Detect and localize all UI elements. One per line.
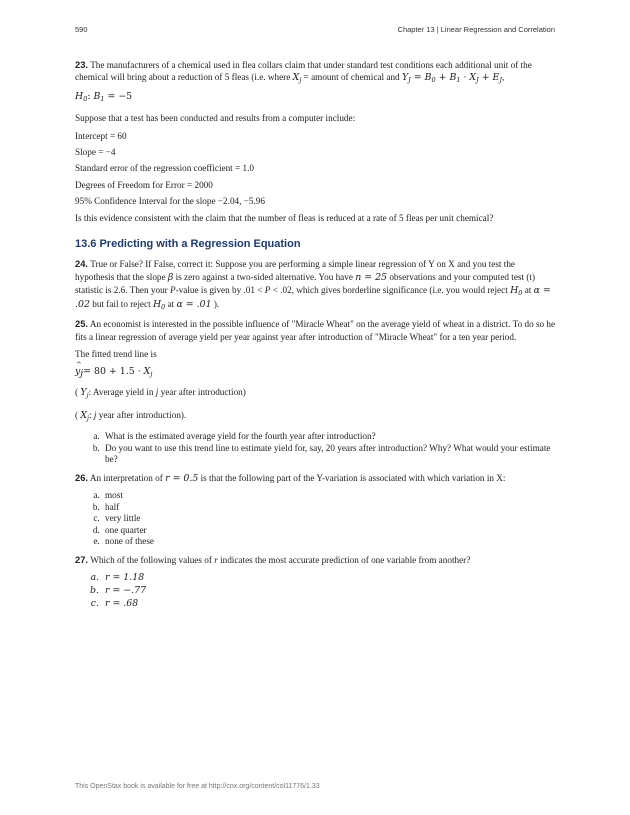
q26-option-e: e. none of these xyxy=(102,536,556,548)
q25-trend-intro: The fitted trend line is xyxy=(75,348,157,359)
q25-subquestions xyxy=(75,431,556,466)
q26-number: 26. xyxy=(75,471,89,483)
q23-h0: $H_0$: $B_1 = -5$ xyxy=(75,90,133,103)
q25-formula: y ^ $_j= 80 + 1.5 \cdot X_j$ xyxy=(75,360,153,379)
q24-number: 24. xyxy=(75,258,89,270)
page-content xyxy=(75,59,556,614)
q26-text: 26. An interpretation of r = 0.5 is that the following part of the Y-variation is associated with which variation in X: xyxy=(75,471,506,484)
footer-text: This OpenStax book is available for free at http://cnx.org/content/col11776/1.33 xyxy=(75,783,320,790)
q23-text: 23. The manufacturers of a chemical used in flea collars claim that under standard test conditions each additional unit of the chemical will bring about a reduction of 5 fleas (i.e. where $X_j$ = amount of chemical and $Y_J = B_0 + B_1 \cdot X_J + E_J$, xyxy=(75,59,532,85)
q23-result-slope: Slope = −4 xyxy=(75,147,116,158)
q25-sub-b: b. Do you want to use this trend line to estimate yield for, say, 20 years after introduction? Why? What would your estimate be? xyxy=(102,443,556,466)
q24-text: 24. True or False? If False, correct it: Suppose you are performing a simple linear regression of Y on X and you test the hypothesis that the slope β is zero against a two-sided alternative. You have n = 25 observations and your computed test (t) statistic is 2.6. Then your P-value is given by .01 < P < .02, which gives borderline significance (i.e. you would reject $H_0$ at α = .02 but fail to reject $H_0$ at α = .01 ). xyxy=(75,258,551,311)
q23-result-intercept: Intercept = 60 xyxy=(75,130,127,141)
q26-options xyxy=(75,490,556,548)
q23-number: 23. xyxy=(75,59,89,70)
q25-text: 25. An economist is interested in the possible influence of "Miracle Wheat" on the average yield of wheat in a district. To do so he fits a linear regression of average yield per year against year after introduction of "Miracle Wheat" for a ten year period. xyxy=(75,318,556,342)
q23-intro: Suppose that a test has been conducted and results from a computer include: xyxy=(75,113,356,124)
q27-options xyxy=(75,571,556,611)
q27-option-c: c. r = .68 xyxy=(102,597,556,610)
q25-y-desc: ( $Y_j$: Average yield in j year after introduction) xyxy=(75,387,246,400)
q25-number: 25. xyxy=(75,318,89,330)
q27-option-b: b. r = −.77 xyxy=(102,584,556,597)
q26-option-a: a. most xyxy=(102,490,556,502)
q23-result-ci: 95% Confidence Interval for the slope −2.04, −5.96 xyxy=(75,196,265,207)
chapter-title: Chapter 13 | Linear Regression and Correlation xyxy=(397,25,555,34)
q23-question: Is this evidence consistent with the claim that the number of fleas is reduced at a rate of 5 fleas per unit chemical? xyxy=(75,212,494,223)
q26-option-d: d. one quarter xyxy=(102,525,556,537)
q25-sub-a: a. What is the estimated average yield for the fourth year after introduction? xyxy=(102,431,556,443)
q27-text: 27. Which of the following values of r indicates the most accurate prediction of one variable from another? xyxy=(75,553,471,565)
q27-option-a: a. r = 1.18 xyxy=(102,571,556,584)
q26-option-c: c. very little xyxy=(102,513,556,525)
q25-x-desc: ( $X_j$: j year after introduction). xyxy=(75,409,187,422)
q23-result-se: Standard error of the regression coefficient = 1.0 xyxy=(75,163,254,174)
q23-result-df: Degrees of Freedom for Error = 2000 xyxy=(75,179,213,190)
section-heading: 13.6 Predicting with a Regression Equation xyxy=(75,238,301,251)
q27-number: 27. xyxy=(75,553,89,565)
q26-option-b: b. half xyxy=(102,502,556,514)
page-number: 590 xyxy=(75,25,88,34)
